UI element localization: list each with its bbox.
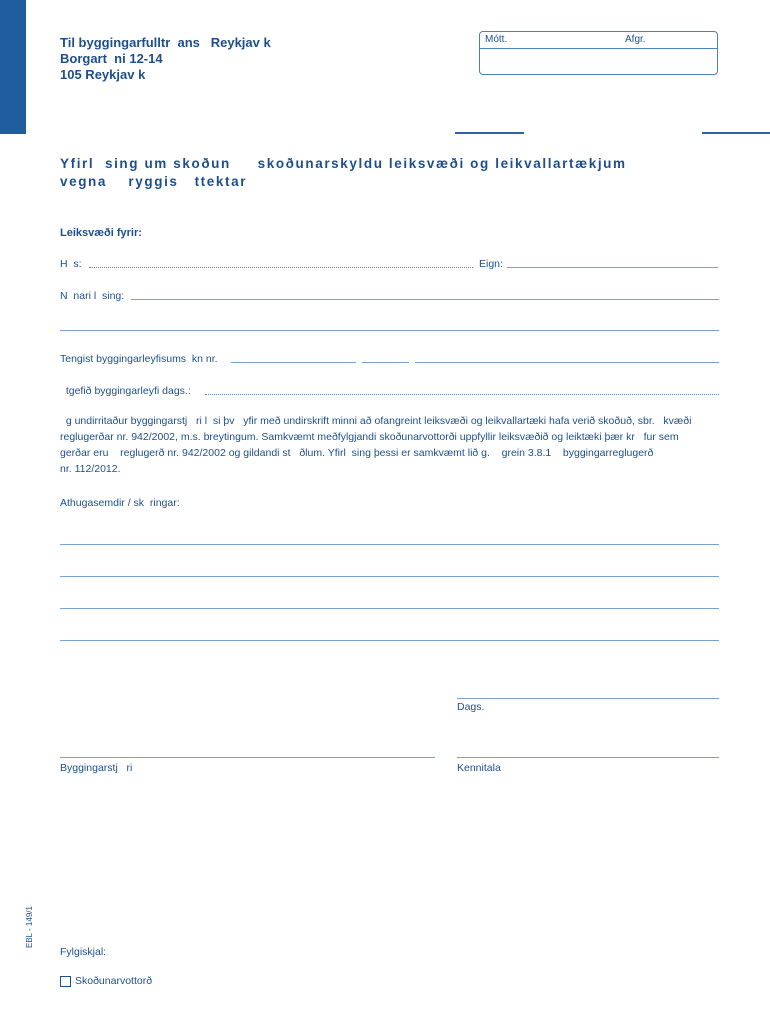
owner-label: Eign: (479, 258, 503, 270)
declaration-line-1: g undirritaður byggingarstj ri l si þv yfir með undirskrift minni að ofangreint leiksvæði og leikvallartæki hafa verið skoðuð, sbr. kvæði (60, 415, 692, 427)
remarks-line-2[interactable] (60, 576, 719, 577)
remarks-line-3[interactable] (60, 608, 719, 609)
section-heading: Leiksvæði fyrir: (60, 227, 142, 239)
declaration-line-2: reglugerðar nr. 942/2002, m.s. breytingum. Samkvæmt meðfylgjandi skoðunarvottorði uppfyllir leiksvæðið og leiktæki þær kr fur sem (60, 431, 679, 443)
declaration-line-4: nr. 112/2012. (60, 463, 121, 475)
received-label: Mótt. (485, 34, 508, 45)
permit-reference-field-2[interactable] (362, 362, 409, 363)
remarks-label: Athugasemdir / sk ringar: (60, 497, 180, 509)
id-number-label: Kennitala (457, 762, 501, 774)
permit-date-field[interactable] (205, 394, 719, 395)
house-field[interactable] (89, 267, 473, 268)
id-number-line[interactable] (457, 757, 719, 758)
processed-label: Afgr. (625, 34, 646, 45)
remarks-line-1[interactable] (60, 544, 719, 545)
office-receipt-box (479, 31, 718, 75)
form-title-line-1: Yfirl sing um skoðun skoðunarskyldu leiksvæði og leikvallartækjum (60, 156, 627, 171)
address-line-2: Borgart ni 12-14 (60, 51, 163, 66)
receipt-divider (480, 48, 717, 49)
header-rule-right (702, 132, 770, 134)
site-manager-signature-line[interactable] (60, 757, 435, 758)
permit-reference-field-3[interactable] (415, 362, 719, 363)
brand-sidebar-bar (0, 0, 26, 134)
permit-reference-field[interactable] (231, 362, 356, 363)
date-signature-line[interactable] (457, 698, 719, 699)
header-rule-left (455, 132, 524, 134)
site-manager-label: Byggingarstj ri (60, 762, 133, 774)
remarks-line-4[interactable] (60, 640, 719, 641)
declaration-text (60, 413, 725, 477)
permit-date-label: tgefið byggingarleyfi dags.: (60, 385, 191, 397)
address-line-3: 105 Reykjav k (60, 67, 146, 82)
inspection-certificate-label: Skoðunarvottorð (75, 975, 153, 987)
declaration-line-3: gerðar eru reglugerð nr. 942/2002 og gildandi st ðlum. Yfirl sing þessi er samkvæmt lið g. grein 3.8.1 byggingarreglugerð (60, 447, 654, 459)
description-label: N nari l sing: (60, 290, 125, 302)
permit-reference-label: Tengist byggingarleyfisums kn nr. (60, 353, 218, 365)
address-line-1: Til byggingarfulltr ans Reykjav k (60, 35, 271, 50)
description-field[interactable] (131, 299, 719, 300)
house-label: H s: (60, 258, 82, 270)
form-title (60, 155, 627, 191)
recipient-address (60, 35, 271, 83)
form-title-line-2: vegna ryggis ttektar (60, 174, 248, 189)
description-field-line-2[interactable] (60, 330, 719, 331)
owner-field[interactable] (507, 267, 718, 268)
date-label: Dags. (457, 701, 485, 713)
form-code: EBL - 149/1 (25, 906, 34, 948)
attachments-label: Fylgiskjal: (60, 946, 107, 958)
inspection-certificate-checkbox[interactable] (60, 976, 71, 987)
